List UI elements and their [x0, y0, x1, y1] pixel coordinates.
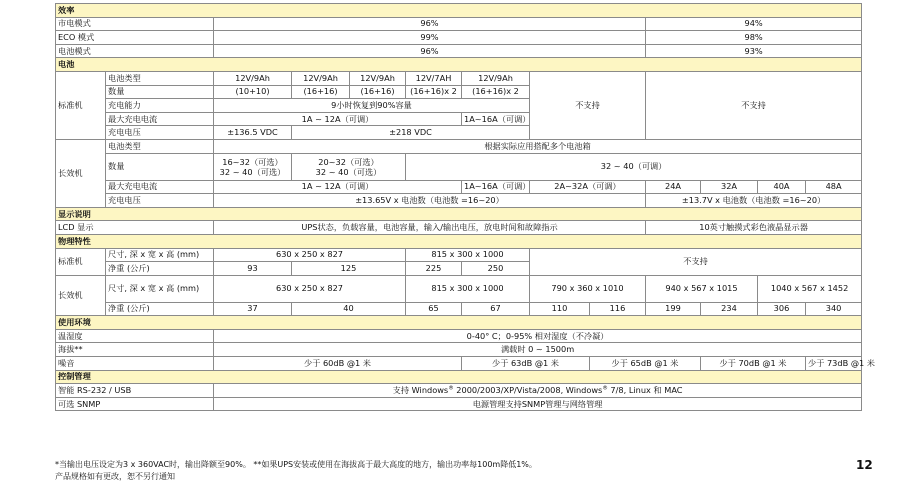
cell-line: 32 ~ 40（可选） [315, 166, 382, 177]
table-row [56, 302, 862, 316]
row-label: 市电模式 [56, 17, 214, 31]
cell: 12V/9Ah [350, 71, 406, 85]
cell-text: 2000/2003/XP/Vista/2008, Windows [453, 385, 603, 396]
cell-line: 16~32（可选） [222, 156, 283, 167]
cell: 199 [646, 302, 701, 316]
cell: 225 [406, 262, 462, 276]
cell: 630 x 250 x 827 [214, 248, 406, 262]
cell: 67 [462, 302, 530, 316]
cell-text: 支持 Windows [392, 385, 449, 396]
row-label: 净重 (公斤) [106, 262, 214, 276]
group-label: 长效机 [56, 275, 106, 316]
cell: ±218 VDC [292, 126, 530, 140]
section-physical [56, 234, 862, 248]
spec-table [55, 3, 875, 411]
cell: 根据实际应用搭配多个电池箱 [214, 139, 862, 153]
row-label: 电池类型 [106, 71, 214, 85]
group-label: 标准机 [56, 71, 106, 139]
cell: 少于 60dB @1 米 [214, 357, 462, 371]
cell: 110 [530, 302, 590, 316]
cell: (10+10) [214, 85, 292, 99]
section-title: 控制管理 [56, 370, 862, 384]
cell: 1040 x 567 x 1452 [758, 275, 862, 302]
cell: 93 [214, 262, 292, 276]
row-label: 可选 SNMP [56, 397, 214, 411]
cell: 40 [292, 302, 406, 316]
table-row [56, 343, 862, 357]
section-title: 显示说明 [56, 207, 862, 221]
cell: 630 x 250 x 827 [214, 275, 406, 302]
cell: ±13.65V x 电池数（电池数 =16~20） [214, 194, 646, 208]
cell: 2A~32A（可调） [530, 180, 646, 194]
cell: 1A ~ 12A（可调） [214, 112, 462, 126]
cell: 306 [758, 302, 806, 316]
table-row [56, 153, 862, 180]
row-label: 温湿度 [56, 329, 214, 343]
cell: (16+16)x 2 [406, 85, 462, 99]
cell: 少于 70dB @1 米 [701, 357, 806, 371]
cell: 37 [214, 302, 292, 316]
row-label: 尺寸, 深 x 宽 x 高 (mm) [106, 248, 214, 262]
cell: 940 x 567 x 1015 [646, 275, 758, 302]
row-label: ECO 模式 [56, 31, 214, 45]
cell: (16+16) [292, 85, 350, 99]
footnote: 产品规格如有更改，恕不另行通知 [55, 472, 175, 481]
cell: 250 [462, 262, 530, 276]
row-label: 充电电压 [106, 194, 214, 208]
cell [214, 384, 862, 398]
cell: 98% [646, 31, 862, 45]
cell [214, 153, 292, 180]
cell: 少于 65dB @1 米 [590, 357, 701, 371]
table-row [56, 329, 862, 343]
cell: 48A [806, 180, 862, 194]
cell: UPS状态，负载容量，电池容量，输入/输出电压，放电时间和故障指示 [214, 221, 646, 235]
cell: 815 x 300 x 1000 [406, 275, 530, 302]
table-row [56, 180, 862, 194]
section-environment [56, 316, 862, 330]
table-row [56, 44, 862, 58]
footnote: *当输出电压设定为3 x 360VAC时，输出降额至90%。 **如果UPS安装或使用在海拔高于最大高度的地方，输出功率每100m降低1%。 [55, 460, 537, 469]
row-label: LCD 显示 [56, 221, 214, 235]
row-label: 最大充电电流 [106, 180, 214, 194]
table-row [56, 248, 862, 262]
cell: 满载时 0 ~ 1500m [214, 343, 862, 357]
cell-line: 20~32（可选） [318, 156, 379, 167]
cell: (16+16) [350, 85, 406, 99]
cell: 99% [214, 31, 646, 45]
row-label: 海拔** [56, 343, 214, 357]
cell: 1A ~ 12A（可调） [214, 180, 462, 194]
table-row [56, 221, 862, 235]
row-label: 充电电压 [106, 126, 214, 140]
cell: 不支持 [530, 71, 646, 139]
cell: 不支持 [646, 71, 862, 139]
section-title: 电池 [56, 58, 862, 72]
section-title: 使用环境 [56, 316, 862, 330]
cell: 93% [646, 44, 862, 58]
row-label: 充电能力 [106, 99, 214, 113]
cell: 1A~16A（可调） [462, 112, 530, 126]
row-label: 噪音 [56, 357, 214, 371]
table-row [56, 384, 862, 398]
row-label: 数量 [106, 85, 214, 99]
cell: 12V/9Ah [214, 71, 292, 85]
registered-mark: ® [602, 385, 608, 392]
cell: 12V/7AH [406, 71, 462, 85]
table-row [56, 275, 862, 302]
cell: 340 [806, 302, 862, 316]
cell: 0-40° C；0-95% 相对湿度（不冷凝） [214, 329, 862, 343]
cell: 32 ~ 40（可调） [406, 153, 862, 180]
section-display [56, 207, 862, 221]
table-row [56, 357, 862, 371]
group-label: 长效机 [56, 139, 106, 207]
cell: 815 x 300 x 1000 [406, 248, 530, 262]
table-row [56, 17, 862, 31]
cell: 9小时恢复到90%容量 [214, 99, 530, 113]
cell: 32A [701, 180, 758, 194]
table-row [56, 71, 862, 85]
table-row [56, 31, 862, 45]
section-efficiency [56, 4, 862, 18]
row-label: 数量 [106, 153, 214, 180]
cell: 电源管理支持SNMP管理与网络管理 [214, 397, 862, 411]
cell: 不支持 [530, 248, 862, 275]
cell: 12V/9Ah [462, 71, 530, 85]
cell: 24A [646, 180, 701, 194]
cell: 96% [214, 17, 646, 31]
cell: 116 [590, 302, 646, 316]
cell: 少于 63dB @1 米 [462, 357, 590, 371]
cell: 65 [406, 302, 462, 316]
row-label: 尺寸, 深 x 宽 x 高 (mm) [106, 275, 214, 302]
cell: 少于 73dB @1 米 [806, 357, 862, 371]
table-row [56, 397, 862, 411]
row-label: 智能 RS-232 / USB [56, 384, 214, 398]
cell-text: 7/8, Linux 和 MAC [607, 385, 683, 396]
cell-line: 32 ~ 40（可选） [219, 166, 286, 177]
cell: (16+16)x 2 [462, 85, 530, 99]
cell: 40A [758, 180, 806, 194]
cell: 1A~16A（可调） [462, 180, 530, 194]
row-label: 净重 (公斤) [106, 302, 214, 316]
row-label: 电池类型 [106, 139, 214, 153]
cell: ±136.5 VDC [214, 126, 292, 140]
row-label: 电池模式 [56, 44, 214, 58]
cell: 125 [292, 262, 406, 276]
section-title: 物理特性 [56, 234, 862, 248]
cell: 96% [214, 44, 646, 58]
section-battery [56, 58, 862, 72]
cell: 10英寸触摸式彩色液晶显示器 [646, 221, 862, 235]
page-number: 12 [856, 458, 873, 472]
cell [292, 153, 406, 180]
row-label: 最大充电电流 [106, 112, 214, 126]
group-label: 标准机 [56, 248, 106, 275]
cell: 94% [646, 17, 862, 31]
section-title: 效率 [56, 4, 862, 18]
table-row [56, 194, 862, 208]
section-control [56, 370, 862, 384]
registered-mark: ® [448, 385, 454, 392]
table-row [56, 139, 862, 153]
cell: 234 [701, 302, 758, 316]
cell: 790 x 360 x 1010 [530, 275, 646, 302]
cell: ±13.7V x 电池数（电池数 =16~20） [646, 194, 862, 208]
cell: 12V/9Ah [292, 71, 350, 85]
